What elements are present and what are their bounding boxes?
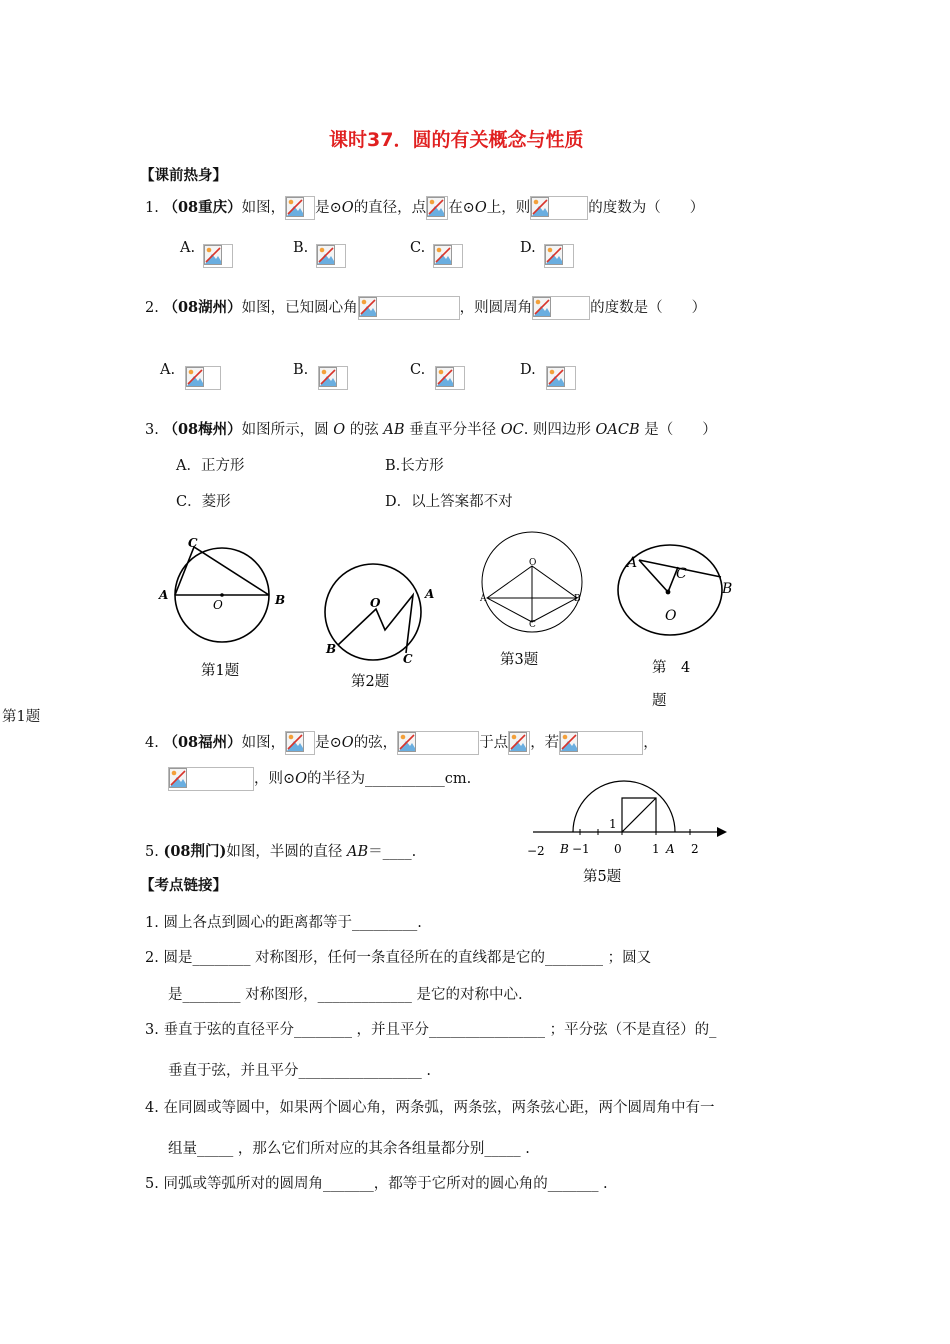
label-a: A — [425, 587, 435, 601]
label-b: B — [326, 642, 337, 656]
tick-2: 2 — [691, 842, 699, 856]
label-a: A — [480, 594, 487, 604]
question-3: 3. （08梅州）如图所示，圆 O 的弦 AB 垂直平分半径 OC. 则四边形 OACB 是（ ） — [145, 421, 717, 438]
label-c: C — [676, 566, 687, 582]
section-warmup-heading: 【课前热身】 — [140, 167, 227, 184]
broken-image-icon — [532, 296, 590, 320]
figure-5 — [525, 780, 740, 890]
page-title: 课时37．圆的有关概念与性质 — [329, 129, 584, 151]
segment-length-label: 1 — [609, 817, 617, 831]
broken-image-icon — [435, 366, 465, 390]
point-2-line2: 是________ 对称图形，_____________ 是它的对称中心. — [168, 987, 523, 1003]
question-4: 4. （08福州）如图， 是⊙O的弦， 于点 ，若 ， — [145, 731, 658, 755]
label-b: B — [275, 593, 286, 607]
point-5: 5. 同弧或等弧所对的圆周角_______，都等于它所对的圆心角的_______ . — [145, 1176, 608, 1192]
question-5: 5. (08荆门)如图，半圆的直径 AB＝____. — [145, 843, 417, 860]
point-3-line1: 3. 垂直于弦的直径平分________ ，并且平分________________ ；平分弦（不是直径）的_ — [145, 1022, 717, 1038]
point-1: 1. 圆上各点到圆心的距离都等于_________. — [145, 915, 422, 931]
question-1: 1. （08重庆）如图， 是⊙O的直径，点 在⊙O上，则 的度数为（ ） — [145, 196, 704, 220]
broken-image-icon — [203, 244, 233, 268]
broken-image-icon — [168, 767, 254, 791]
figure-2 — [318, 555, 443, 695]
tick-0: 0 — [614, 842, 622, 856]
figure-4 — [612, 540, 752, 715]
figure-4-caption-line1: 第 4 — [652, 660, 691, 676]
broken-image-icon — [508, 731, 530, 755]
point-2-line1: 2. 圆是________ 对称图形，任何一条直径所在的直线都是它的________ ；圆又 — [145, 950, 652, 966]
label-o: O — [665, 608, 677, 624]
figure-3-caption: 第3题 — [500, 652, 539, 668]
q1-option-b: B. — [293, 236, 346, 260]
label-a: A — [159, 588, 169, 602]
tick-1: 1 — [652, 842, 660, 856]
question-2: 2. （08湖州）如图，已知圆心角 ，则圆周角 的度数是（ ） — [145, 296, 706, 320]
answer-blank: ____ — [382, 844, 412, 860]
q2-option-a: A. — [160, 358, 221, 382]
q2-option-b: B. — [293, 358, 348, 382]
q2-option-d: D. — [520, 358, 576, 382]
broken-image-icon — [433, 244, 463, 268]
point-3-line2: 垂直于弦，并且平分_________________ . — [168, 1063, 431, 1079]
broken-image-icon — [544, 244, 574, 268]
broken-image-icon — [316, 244, 346, 268]
broken-image-icon — [546, 366, 576, 390]
figure-1-caption: 第1题 — [201, 663, 240, 679]
label-a: A — [666, 842, 675, 856]
label-o: O — [213, 598, 223, 612]
question-4-line2: ，则⊙O的半径为___________cm. — [168, 767, 471, 791]
broken-image-icon — [559, 731, 643, 755]
section-points-heading: 【考点链接】 — [140, 877, 227, 894]
q1-option-c: C. — [410, 236, 463, 260]
broken-image-icon — [426, 196, 448, 220]
label-a: A — [627, 555, 638, 571]
broken-image-icon — [318, 366, 348, 390]
side-figure-label: 第1题 — [2, 709, 41, 725]
q3-option-d: D．以上答案都不对 — [385, 494, 513, 510]
label-o: O — [370, 596, 381, 610]
tick-minus-2: −2 — [527, 844, 545, 858]
point-4-line2: 组量_____ ，那么它们所对应的其余各组量都分别_____ . — [168, 1141, 530, 1157]
broken-image-icon — [285, 731, 315, 755]
label-b: B — [722, 581, 733, 597]
broken-image-icon — [397, 731, 479, 755]
broken-image-icon — [185, 366, 221, 390]
answer-blank: ___________ — [365, 771, 445, 787]
figure-3 — [475, 510, 595, 670]
figure-1 — [155, 535, 295, 685]
figure-5-caption: 第5题 — [583, 869, 622, 885]
label-b: B — [560, 842, 569, 856]
point-4-line1: 4. 在同圆或等圆中，如果两个圆心角，两条弧，两条弦，两条弦心距，两个圆周角中有一 — [145, 1100, 715, 1116]
label-b: B — [574, 594, 581, 604]
q1-option-d: D. — [520, 236, 574, 260]
label-c: C — [529, 620, 536, 630]
label-o: O — [529, 558, 537, 568]
label-c: C — [403, 652, 413, 666]
broken-image-icon — [530, 196, 588, 220]
broken-image-icon — [358, 296, 460, 320]
label-c: C — [188, 536, 198, 550]
tick-minus-1: −1 — [572, 842, 590, 856]
q1-option-a: A. — [180, 236, 233, 260]
figure-4-caption-line2: 题 — [652, 693, 667, 709]
q3-option-a: A．正方形 — [176, 458, 245, 474]
figure-2-caption: 第2题 — [351, 674, 390, 690]
broken-image-icon — [285, 196, 315, 220]
q3-option-c: C．菱形 — [176, 494, 231, 510]
q3-option-b: B.长方形 — [385, 458, 444, 474]
q2-option-c: C. — [410, 358, 465, 382]
